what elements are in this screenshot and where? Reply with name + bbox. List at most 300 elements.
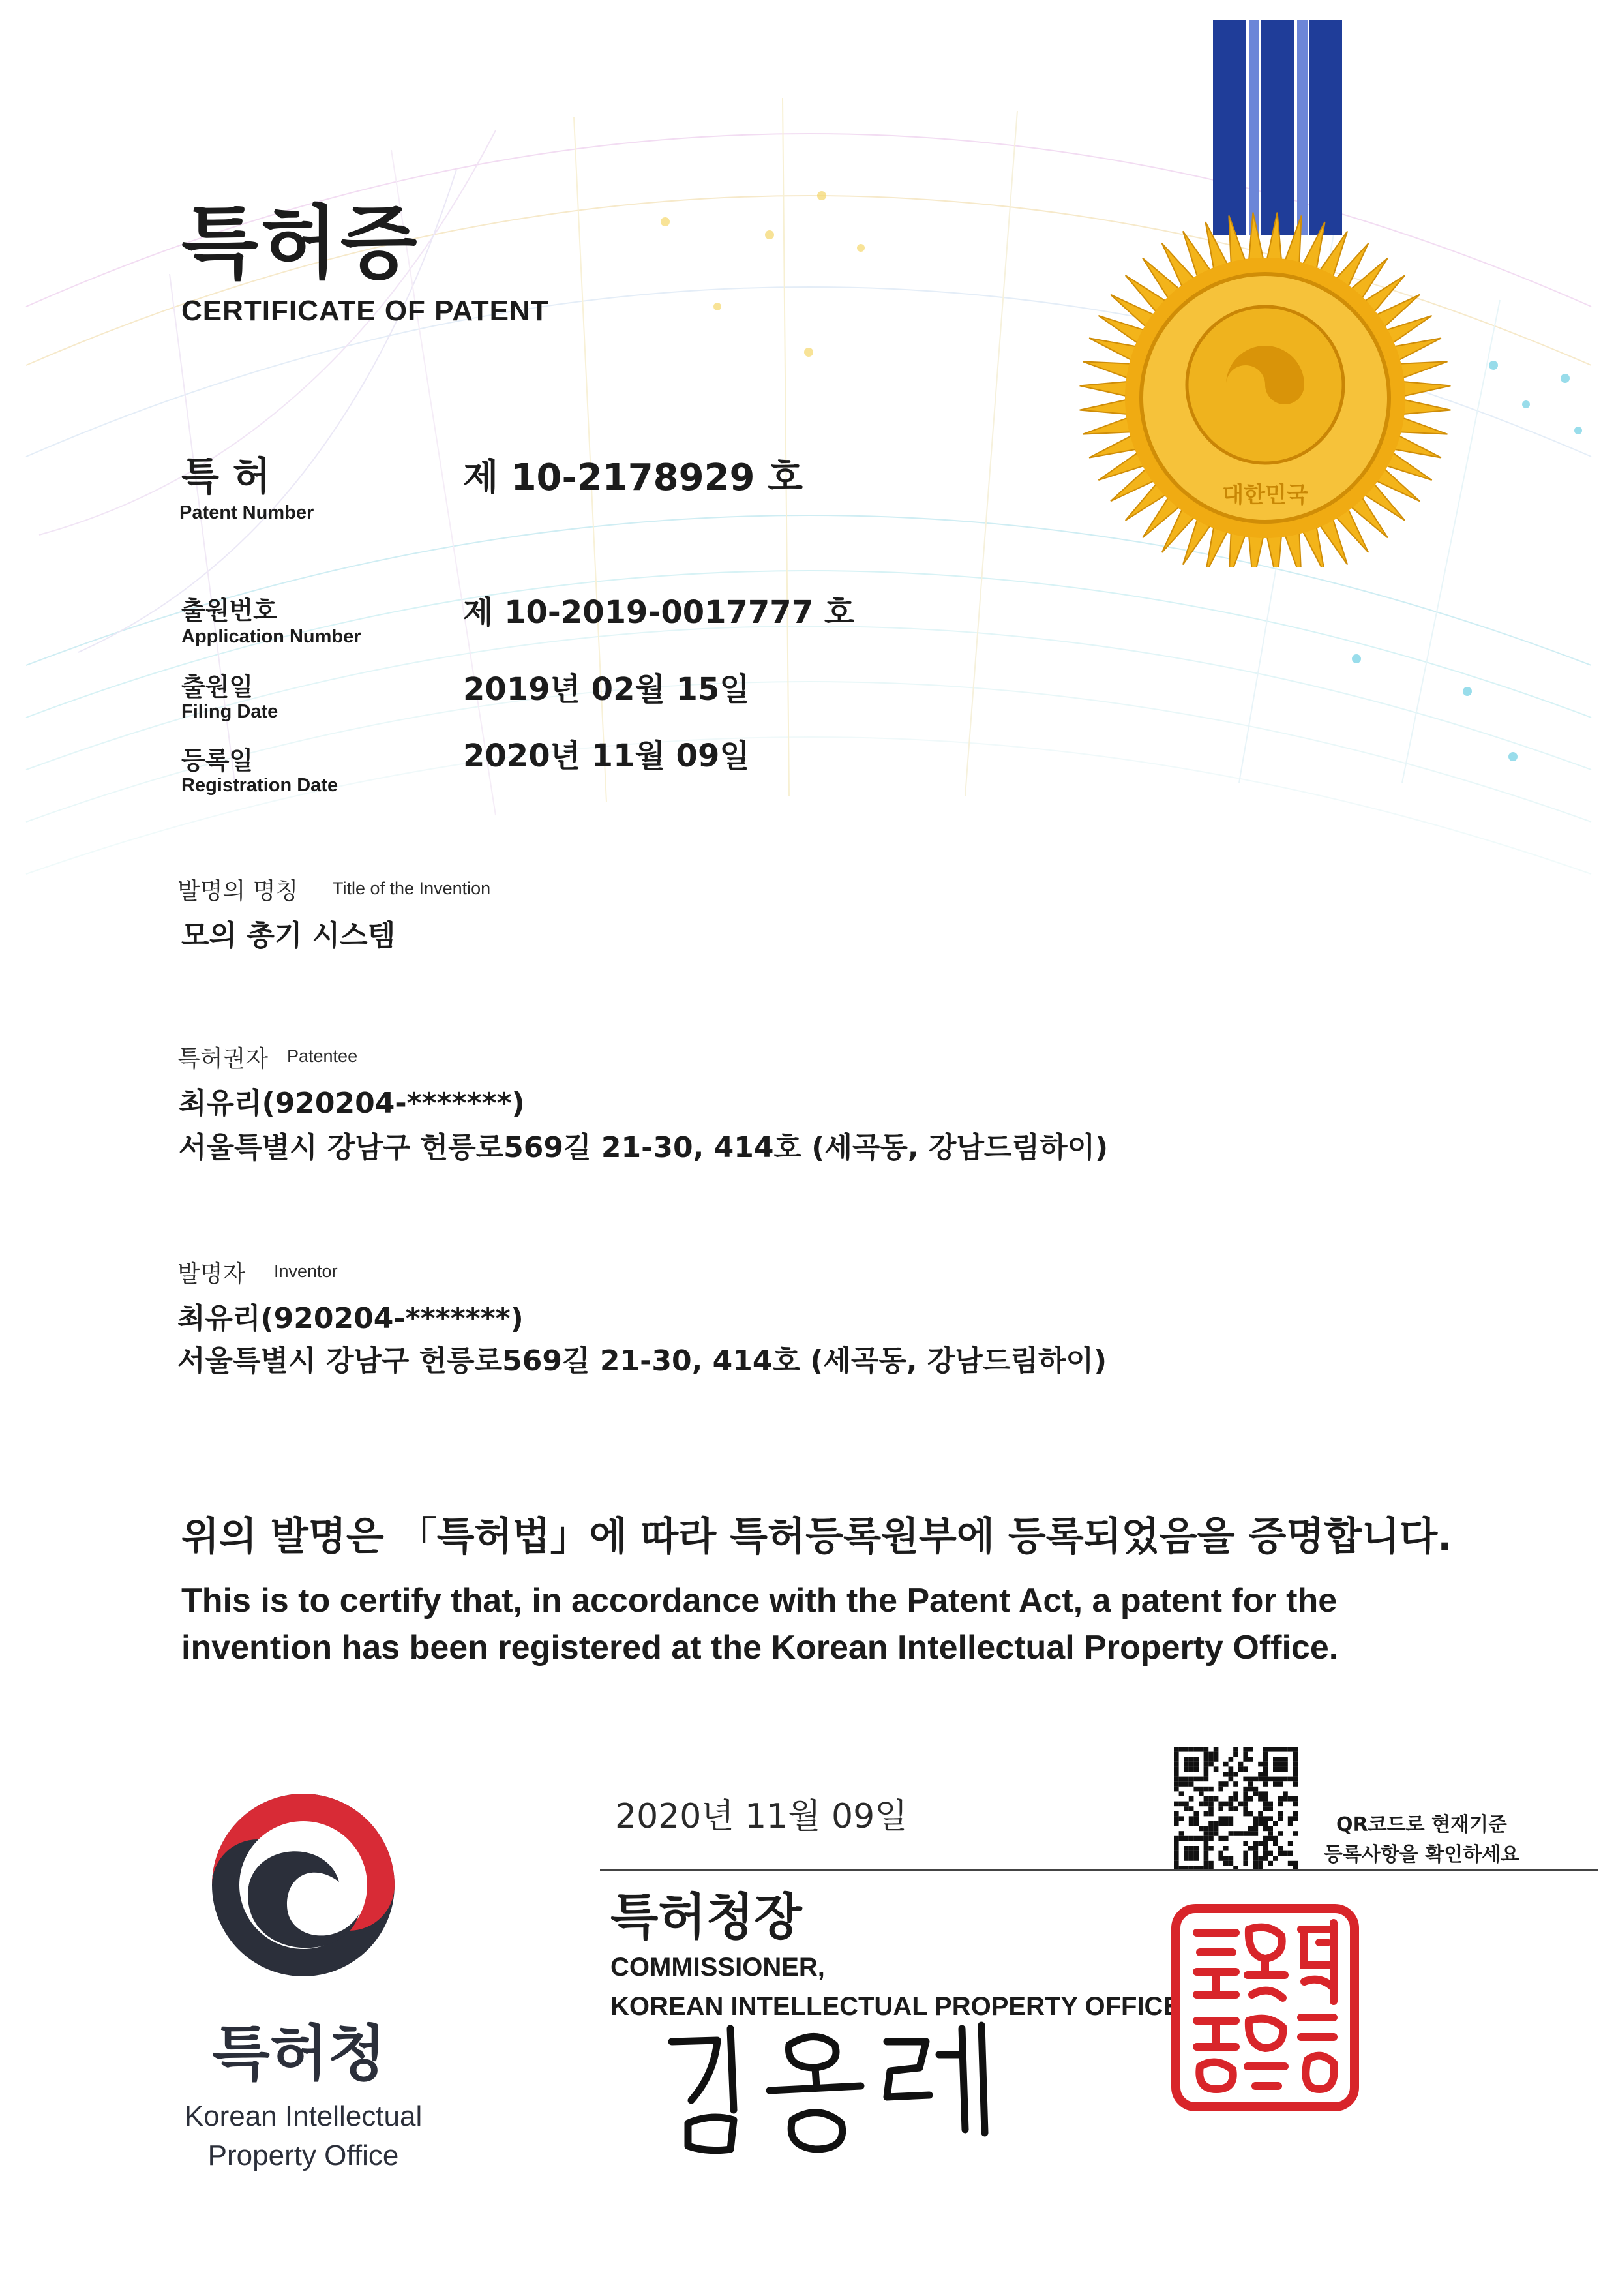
qr-module xyxy=(1229,1861,1234,1866)
qr-module xyxy=(1278,1851,1283,1856)
qr-module xyxy=(1179,1747,1184,1752)
qr-module xyxy=(1293,1766,1298,1772)
qr-module xyxy=(1253,1777,1259,1782)
qr-module xyxy=(1263,1846,1268,1851)
qr-module xyxy=(1208,1826,1214,1832)
qr-module xyxy=(1223,1802,1229,1807)
qr-module xyxy=(1268,1777,1273,1782)
qr-module xyxy=(1268,1831,1273,1836)
qr-module xyxy=(1214,1796,1219,1802)
qr-module xyxy=(1288,1841,1293,1846)
qr-module xyxy=(1243,1851,1248,1856)
qr-module xyxy=(1204,1851,1209,1856)
qr-module xyxy=(1174,1787,1179,1792)
qr-module xyxy=(1229,1821,1234,1826)
qr-module xyxy=(1263,1826,1268,1832)
filing-date-value: 2019년 02월 15일 xyxy=(463,671,750,708)
ribbon-stripe-light xyxy=(1249,20,1259,235)
qr-module xyxy=(1273,1757,1278,1762)
qr-module xyxy=(1273,1777,1278,1782)
qr-module xyxy=(1174,1816,1179,1821)
qr-module xyxy=(1199,1802,1204,1807)
qr-module xyxy=(1223,1821,1229,1826)
qr-module xyxy=(1229,1777,1234,1782)
qr-module xyxy=(1283,1791,1288,1796)
qr-module xyxy=(1229,1806,1234,1811)
certificate-title: 특허증 xyxy=(181,197,420,290)
qr-module xyxy=(1253,1826,1259,1832)
qr-module xyxy=(1273,1781,1278,1787)
qr-module xyxy=(1238,1762,1244,1767)
qr-module xyxy=(1193,1851,1199,1856)
patent-number-value: 제 10-2178929 호 xyxy=(463,457,803,499)
qr-module xyxy=(1293,1762,1298,1767)
qr-module xyxy=(1278,1762,1283,1767)
qr-module xyxy=(1179,1836,1184,1841)
qr-module xyxy=(1248,1826,1253,1832)
qr-module xyxy=(1204,1861,1209,1866)
qr-module xyxy=(1193,1846,1199,1851)
invention-title: 모의 총기 시스템 xyxy=(181,919,396,952)
qr-module xyxy=(1263,1851,1268,1856)
inventor-address: 서울특별시 강남구 헌릉로569길 21-30, 414호 (세곡동, 강남드림하이) xyxy=(177,1344,1107,1378)
qr-module xyxy=(1293,1752,1298,1757)
qr-module xyxy=(1193,1811,1199,1817)
qr-module xyxy=(1258,1821,1263,1826)
qr-module xyxy=(1278,1777,1283,1782)
qr-module xyxy=(1283,1796,1288,1802)
qr-module xyxy=(1218,1802,1223,1807)
qr-module xyxy=(1253,1821,1259,1826)
qr-module xyxy=(1229,1796,1234,1802)
qr-module xyxy=(1278,1757,1283,1762)
qr-module xyxy=(1204,1856,1209,1861)
ribbon-stripe xyxy=(1213,20,1246,235)
qr-module xyxy=(1263,1777,1268,1782)
qr-module xyxy=(1174,1861,1179,1866)
qr-module xyxy=(1263,1841,1268,1846)
qr-module xyxy=(1193,1757,1199,1762)
qr-module xyxy=(1293,1816,1298,1821)
qr-module xyxy=(1253,1787,1259,1792)
qr-module xyxy=(1283,1851,1288,1856)
qr-module xyxy=(1263,1816,1268,1821)
qr-module xyxy=(1268,1747,1273,1752)
kipo-name: 특허청 xyxy=(212,2019,386,2089)
qr-module xyxy=(1293,1747,1298,1752)
qr-module xyxy=(1204,1811,1209,1817)
qr-module xyxy=(1278,1802,1283,1807)
qr-module xyxy=(1199,1791,1204,1796)
qr-module xyxy=(1288,1777,1293,1782)
qr-module xyxy=(1223,1861,1229,1866)
qr-module xyxy=(1258,1777,1263,1782)
qr-module xyxy=(1199,1787,1204,1792)
gold-medal-seal xyxy=(1056,20,1474,567)
qr-module xyxy=(1218,1816,1223,1821)
qr-module xyxy=(1193,1777,1199,1782)
qr-note-line1: QR코드로 현재기준 xyxy=(1336,1813,1507,1836)
qr-module xyxy=(1233,1831,1238,1836)
qr-module xyxy=(1189,1856,1194,1861)
qr-module xyxy=(1179,1831,1184,1836)
qr-module xyxy=(1253,1791,1259,1796)
qr-module xyxy=(1174,1781,1179,1787)
qr-module xyxy=(1174,1766,1179,1772)
qr-module xyxy=(1223,1772,1229,1777)
qr-module xyxy=(1204,1777,1209,1782)
qr-module xyxy=(1253,1846,1259,1851)
qr-module xyxy=(1288,1851,1293,1856)
registration-date-label: 등록일 xyxy=(181,746,254,775)
invention-title-label-english: Title of the Invention xyxy=(333,879,491,898)
qr-module xyxy=(1263,1772,1268,1777)
qr-module xyxy=(1278,1846,1283,1851)
commissioner-title-english-line1: COMMISSIONER, xyxy=(610,1953,825,1982)
qr-module xyxy=(1184,1836,1189,1841)
qr-module xyxy=(1218,1856,1223,1861)
qr-module xyxy=(1258,1861,1263,1866)
qr-module xyxy=(1179,1781,1184,1787)
qr-module xyxy=(1268,1816,1273,1821)
qr-module xyxy=(1193,1762,1199,1767)
qr-module xyxy=(1189,1806,1194,1811)
qr-module xyxy=(1233,1806,1238,1811)
qr-module xyxy=(1263,1766,1268,1772)
qr-module xyxy=(1193,1747,1199,1752)
qr-module xyxy=(1288,1861,1293,1866)
qr-module xyxy=(1218,1806,1223,1811)
qr-module xyxy=(1283,1766,1288,1772)
qr-module xyxy=(1208,1762,1214,1767)
qr-module xyxy=(1293,1757,1298,1762)
qr-module xyxy=(1293,1831,1298,1836)
qr-module xyxy=(1288,1816,1293,1821)
medal-text: 대한민국 xyxy=(1222,482,1308,508)
qr-module xyxy=(1174,1821,1179,1826)
qr-module xyxy=(1253,1841,1259,1846)
qr-module xyxy=(1253,1856,1259,1861)
inventor-name: 최유리(920204-*******) xyxy=(177,1302,524,1335)
commissioner-signature xyxy=(652,2016,1017,2159)
qr-module xyxy=(1243,1861,1248,1866)
qr-module xyxy=(1184,1762,1189,1767)
qr-module xyxy=(1179,1816,1184,1821)
qr-module xyxy=(1229,1802,1234,1807)
qr-module xyxy=(1174,1836,1179,1841)
qr-module xyxy=(1174,1762,1179,1767)
qr-module xyxy=(1263,1836,1268,1841)
qr-module xyxy=(1273,1836,1278,1841)
qr-module xyxy=(1229,1831,1234,1836)
qr-module xyxy=(1199,1747,1204,1752)
qr-module xyxy=(1189,1846,1194,1851)
qr-module xyxy=(1193,1856,1199,1861)
kipo-name-english-line2: Property Office xyxy=(207,2139,399,2171)
qr-module xyxy=(1214,1831,1219,1836)
patent-number-label: 특 허 xyxy=(181,454,271,500)
qr-module xyxy=(1218,1821,1223,1826)
qr-module xyxy=(1189,1821,1194,1826)
qr-module xyxy=(1218,1851,1223,1856)
qr-module xyxy=(1204,1831,1209,1836)
qr-module xyxy=(1204,1846,1209,1851)
qr-module xyxy=(1233,1747,1238,1752)
qr-module xyxy=(1258,1811,1263,1817)
qr-module xyxy=(1208,1752,1214,1757)
patentee-address: 서울특별시 강남구 헌릉로569길 21-30, 414호 (세곡동, 강남드림하이) xyxy=(179,1131,1109,1164)
qr-module xyxy=(1243,1856,1248,1861)
qr-module xyxy=(1238,1802,1244,1807)
qr-module xyxy=(1179,1777,1184,1782)
qr-module xyxy=(1223,1781,1229,1787)
commissioner-title: 특허청장 xyxy=(610,1888,802,1946)
qr-module xyxy=(1189,1836,1194,1841)
qr-module xyxy=(1184,1851,1189,1856)
qr-module xyxy=(1278,1811,1283,1817)
qr-module xyxy=(1174,1811,1179,1817)
signature-divider xyxy=(600,1869,1598,1871)
qr-module xyxy=(1204,1787,1209,1792)
qr-module xyxy=(1204,1747,1209,1752)
qr-module xyxy=(1189,1766,1194,1772)
qr-module xyxy=(1253,1861,1259,1866)
kipo-name-english-line1: Korean Intellectual xyxy=(184,2100,423,2132)
qr-module xyxy=(1223,1836,1229,1841)
qr-module xyxy=(1204,1762,1209,1767)
qr-code[interactable] xyxy=(1174,1747,1298,1871)
qr-module xyxy=(1248,1747,1253,1752)
qr-module xyxy=(1193,1766,1199,1772)
qr-module xyxy=(1204,1841,1209,1846)
qr-module xyxy=(1268,1826,1273,1832)
kipo-taegeuk-logo xyxy=(209,1790,398,1980)
qr-module xyxy=(1263,1747,1268,1752)
qr-module xyxy=(1204,1752,1209,1757)
qr-module xyxy=(1199,1777,1204,1782)
qr-module xyxy=(1243,1796,1248,1802)
qr-module xyxy=(1278,1766,1283,1772)
qr-module xyxy=(1204,1766,1209,1772)
qr-module xyxy=(1238,1831,1244,1836)
qr-module xyxy=(1238,1766,1244,1772)
qr-module xyxy=(1288,1796,1293,1802)
qr-module xyxy=(1233,1772,1238,1777)
qr-module xyxy=(1214,1766,1219,1772)
invention-title-label: 발명의 명칭 xyxy=(177,878,299,905)
qr-module xyxy=(1184,1766,1189,1772)
qr-module xyxy=(1208,1831,1214,1836)
qr-module xyxy=(1233,1781,1238,1787)
qr-module xyxy=(1189,1851,1194,1856)
qr-module xyxy=(1248,1757,1253,1762)
qr-module xyxy=(1248,1811,1253,1817)
qr-module xyxy=(1174,1777,1179,1782)
qr-module xyxy=(1208,1787,1214,1792)
qr-module xyxy=(1174,1846,1179,1851)
qr-module xyxy=(1268,1802,1273,1807)
qr-module xyxy=(1278,1781,1283,1787)
qr-module xyxy=(1273,1856,1278,1861)
qr-module xyxy=(1174,1772,1179,1777)
qr-module xyxy=(1258,1762,1263,1767)
qr-module xyxy=(1204,1772,1209,1777)
qr-module xyxy=(1258,1796,1263,1802)
qr-module xyxy=(1204,1757,1209,1762)
qr-module xyxy=(1208,1861,1214,1866)
qr-module xyxy=(1189,1781,1194,1787)
qr-module xyxy=(1263,1762,1268,1767)
qr-module xyxy=(1243,1811,1248,1817)
qr-module xyxy=(1243,1791,1248,1796)
qr-module xyxy=(1253,1851,1259,1856)
qr-module xyxy=(1243,1802,1248,1807)
qr-module xyxy=(1199,1836,1204,1841)
inventor-label-english: Inventor xyxy=(274,1261,338,1281)
qr-module xyxy=(1243,1747,1248,1752)
qr-module xyxy=(1293,1777,1298,1782)
qr-module xyxy=(1243,1757,1248,1762)
qr-module xyxy=(1293,1796,1298,1802)
qr-module xyxy=(1214,1826,1219,1832)
qr-module xyxy=(1184,1802,1189,1807)
qr-module xyxy=(1174,1851,1179,1856)
ribbon-stripe xyxy=(1261,20,1294,235)
qr-module xyxy=(1223,1856,1229,1861)
qr-module xyxy=(1258,1841,1263,1846)
qr-module xyxy=(1218,1836,1223,1841)
qr-module xyxy=(1263,1757,1268,1762)
qr-module xyxy=(1248,1831,1253,1836)
qr-module xyxy=(1248,1787,1253,1792)
qr-module xyxy=(1248,1796,1253,1802)
qr-module xyxy=(1273,1747,1278,1752)
qr-module xyxy=(1293,1772,1298,1777)
qr-module xyxy=(1184,1856,1189,1861)
qr-module xyxy=(1174,1856,1179,1861)
qr-module xyxy=(1278,1816,1283,1821)
qr-module xyxy=(1248,1777,1253,1782)
qr-module xyxy=(1174,1802,1179,1807)
kipo-name-english xyxy=(157,2097,450,2175)
qr-module xyxy=(1184,1757,1189,1762)
certificate-title-english: CERTIFICATE OF PATENT xyxy=(181,295,549,327)
qr-module xyxy=(1174,1747,1179,1752)
qr-code-note xyxy=(1311,1810,1533,1870)
qr-module xyxy=(1208,1802,1214,1807)
qr-module xyxy=(1243,1777,1248,1782)
filing-date-label: 출원일 xyxy=(181,672,254,701)
qr-module xyxy=(1263,1806,1268,1811)
qr-module xyxy=(1189,1816,1194,1821)
qr-module xyxy=(1268,1806,1273,1811)
qr-module xyxy=(1278,1747,1283,1752)
ribbon-stripe xyxy=(1309,20,1342,235)
qr-module xyxy=(1204,1796,1209,1802)
qr-module xyxy=(1258,1856,1263,1861)
qr-note-line2: 등록사항을 확인하세요 xyxy=(1323,1843,1520,1866)
qr-module xyxy=(1193,1821,1199,1826)
qr-module xyxy=(1243,1806,1248,1811)
patentee-label: 특허권자 xyxy=(177,1046,269,1072)
qr-module xyxy=(1214,1747,1219,1752)
application-number-value: 제 10-2019-0017777 호 xyxy=(463,594,855,631)
qr-module xyxy=(1233,1752,1238,1757)
qr-module xyxy=(1278,1831,1283,1836)
qr-module xyxy=(1189,1747,1194,1752)
inventor-label: 발명자 xyxy=(177,1261,246,1288)
certification-statement: 위의 발명은 「특허법」에 따라 특허등록원부에 등록되었음을 증명합니다. xyxy=(181,1514,1452,1560)
qr-module xyxy=(1208,1806,1214,1811)
qr-module xyxy=(1283,1747,1288,1752)
issue-date: 2020년 11월 09일 xyxy=(615,1797,908,1836)
qr-module xyxy=(1243,1831,1248,1836)
qr-module xyxy=(1268,1851,1273,1856)
qr-module xyxy=(1293,1781,1298,1787)
qr-module xyxy=(1184,1747,1189,1752)
qr-module xyxy=(1193,1816,1199,1821)
qr-module xyxy=(1253,1831,1259,1836)
qr-module xyxy=(1204,1802,1209,1807)
official-red-stamp xyxy=(1171,1903,1360,2112)
qr-module xyxy=(1248,1846,1253,1851)
qr-module xyxy=(1184,1846,1189,1851)
qr-module xyxy=(1293,1802,1298,1807)
ribbon-stripe-light xyxy=(1297,20,1308,235)
qr-module xyxy=(1208,1757,1214,1762)
qr-module xyxy=(1243,1841,1248,1846)
qr-module xyxy=(1208,1796,1214,1802)
qr-module xyxy=(1243,1752,1248,1757)
patentee-name: 최유리(920204-*******) xyxy=(179,1087,525,1120)
certification-statement-english: This is to certify that, in accordance with the Patent Act, a patent for the invention has been registered at the Korean Intellectual Property Office. xyxy=(181,1582,1339,1667)
qr-module xyxy=(1293,1861,1298,1866)
qr-module xyxy=(1263,1752,1268,1757)
qr-module xyxy=(1189,1777,1194,1782)
qr-module xyxy=(1204,1836,1209,1841)
qr-module xyxy=(1214,1757,1219,1762)
qr-module xyxy=(1208,1836,1214,1841)
qr-module xyxy=(1273,1841,1278,1846)
qr-module xyxy=(1223,1846,1229,1851)
qr-code-modules xyxy=(1174,1747,1298,1871)
patent-number-label-english: Patent Number xyxy=(179,502,314,523)
qr-module xyxy=(1218,1781,1223,1787)
qr-module xyxy=(1229,1766,1234,1772)
qr-module xyxy=(1189,1762,1194,1767)
qr-module xyxy=(1288,1747,1293,1752)
qr-module xyxy=(1218,1787,1223,1792)
qr-module xyxy=(1233,1791,1238,1796)
qr-module xyxy=(1273,1766,1278,1772)
qr-module xyxy=(1243,1766,1248,1772)
qr-module xyxy=(1273,1821,1278,1826)
qr-module xyxy=(1199,1826,1204,1832)
qr-module xyxy=(1293,1811,1298,1817)
qr-module xyxy=(1288,1821,1293,1826)
qr-module xyxy=(1248,1781,1253,1787)
qr-module xyxy=(1258,1772,1263,1777)
qr-module xyxy=(1223,1762,1229,1767)
qr-module xyxy=(1268,1836,1273,1841)
qr-module xyxy=(1208,1821,1214,1826)
qr-module xyxy=(1283,1777,1288,1782)
qr-module xyxy=(1193,1787,1199,1792)
qr-module xyxy=(1223,1816,1229,1821)
qr-module xyxy=(1243,1787,1248,1792)
qr-module xyxy=(1184,1781,1189,1787)
qr-module xyxy=(1179,1791,1184,1796)
